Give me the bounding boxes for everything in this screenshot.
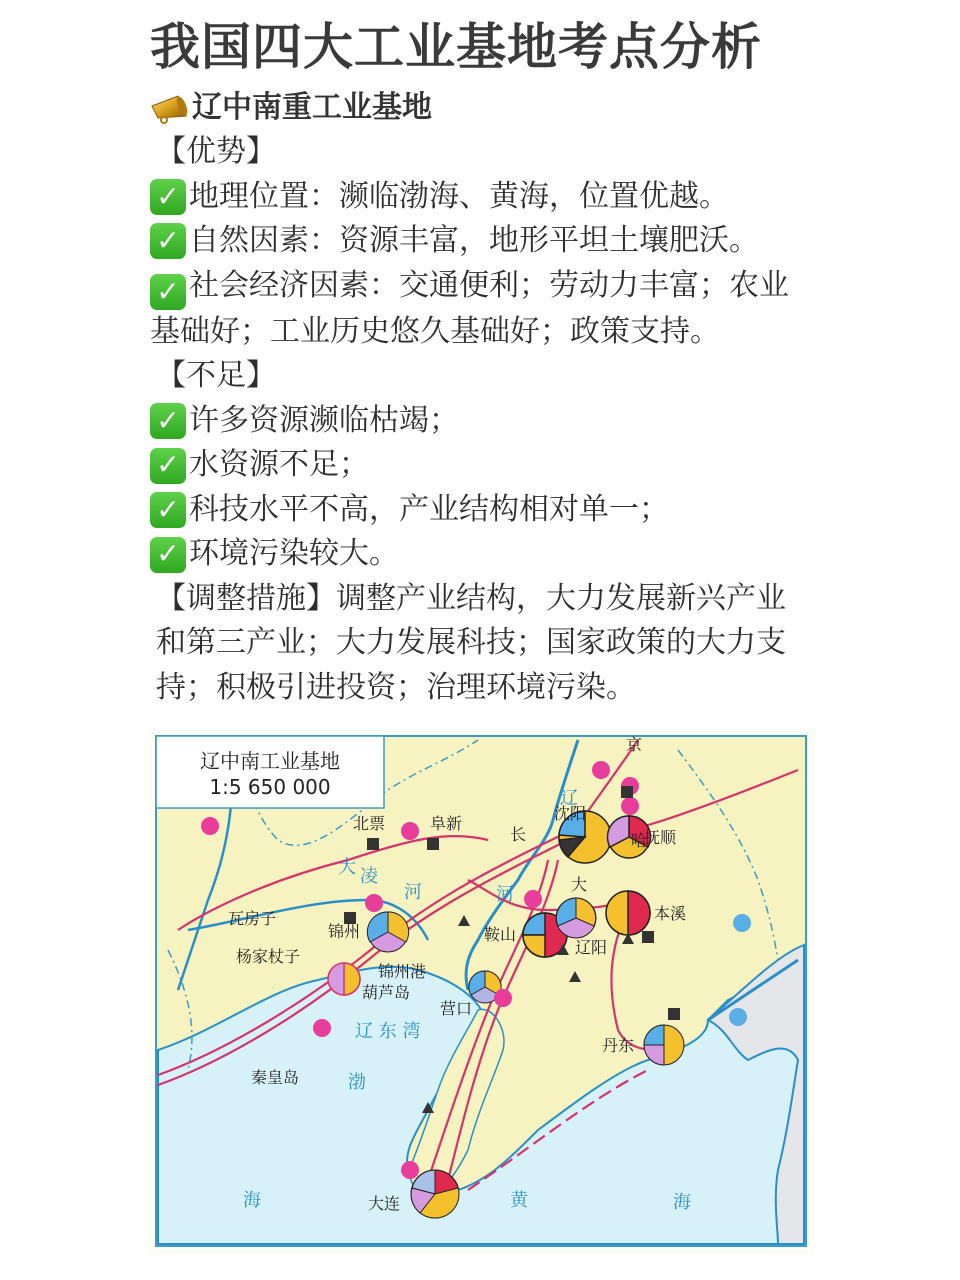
svg-text:哈: 哈	[631, 831, 648, 850]
pie-liaoyang	[556, 898, 596, 938]
map-scale: 1:5 650 000	[209, 775, 331, 799]
svg-text:大: 大	[338, 857, 356, 878]
check-icon: ✓	[150, 537, 186, 573]
svg-text:黄: 黄	[510, 1190, 528, 1211]
svg-text:辽阳: 辽阳	[575, 938, 608, 957]
svg-text:大: 大	[571, 875, 588, 894]
svg-text:北票: 北票	[353, 814, 386, 833]
measures-heading: 【调整措施】	[156, 580, 336, 616]
svg-text:凌: 凌	[360, 866, 378, 887]
svg-text:长: 长	[510, 825, 527, 844]
svg-text:海: 海	[673, 1192, 691, 1213]
svg-text:河: 河	[496, 884, 514, 905]
svg-text:海: 海	[243, 1190, 261, 1211]
svg-text:锦州: 锦州	[328, 922, 361, 941]
svg-text:鞍山: 鞍山	[484, 925, 517, 944]
page-title: 我国四大工业基地考点分析	[150, 18, 762, 76]
advantage-item: ✓ 社会经济因素：交通便利；劳动力丰富；农业基础好；工业历史悠久基础好；政策支持。	[150, 267, 789, 349]
weaknesses-heading: 【不足】	[156, 358, 276, 394]
map-title: 辽中南工业基地	[200, 749, 340, 773]
section-subtitle	[150, 86, 432, 130]
check-icon: ✓	[150, 448, 186, 484]
weakness-item: ✓ 水资源不足；	[150, 443, 810, 488]
check-icon: ✓	[150, 223, 186, 259]
svg-text:辽 东 湾: 辽 东 湾	[355, 1021, 421, 1042]
svg-text:京: 京	[626, 735, 643, 754]
svg-text:丹东: 丹东	[602, 1036, 635, 1055]
subtitle-text: 辽中南重工业基地	[192, 90, 432, 125]
check-icon: ✓	[150, 403, 186, 439]
check-icon: ✓	[150, 492, 186, 528]
svg-text:瓦房子: 瓦房子	[228, 909, 277, 928]
weakness-item: ✓ 环境污染较大。	[150, 532, 810, 577]
pie-dalian	[411, 1170, 459, 1218]
measures-paragraph	[150, 577, 810, 711]
advantage-item: ✓ 地理位置：濒临渤海、黄海，位置优越。	[150, 175, 810, 220]
check-icon: ✓	[150, 274, 186, 310]
liaozhongnan-map	[148, 730, 814, 1255]
svg-text:杨家杖子: 杨家杖子	[236, 947, 301, 966]
megaphone-icon	[150, 92, 188, 124]
svg-text:锦州港: 锦州港	[378, 962, 427, 981]
svg-text:葫芦岛: 葫芦岛	[362, 983, 411, 1002]
advantages-heading: 【优势】	[156, 134, 276, 169]
svg-text:营口: 营口	[440, 999, 473, 1018]
hydro-power-icon	[733, 914, 751, 932]
pie-jinzhou	[367, 912, 408, 952]
measures-text: 调整产业结构，大力发展新兴产业和第三产业；大力发展科技；国家政策的大力支持；积极引进投资；治理环境污染。	[156, 580, 786, 705]
content-body	[150, 130, 810, 710]
advantage-item: ✓ 自然因素：资源丰富，地形平坦土壤肥沃。	[150, 219, 810, 264]
weakness-item: ✓ 许多资源濒临枯竭；	[150, 399, 810, 444]
pie-huludao	[328, 963, 360, 995]
svg-text:渤: 渤	[348, 1072, 366, 1093]
svg-text:秦皇岛: 秦皇岛	[251, 1068, 300, 1087]
pie-benxi	[606, 891, 650, 935]
svg-text:本溪: 本溪	[654, 904, 687, 923]
svg-text:沈阳: 沈阳	[554, 804, 587, 823]
pie-dandong	[644, 1025, 684, 1065]
check-icon: ✓	[150, 179, 186, 215]
svg-text:大连: 大连	[368, 1194, 401, 1213]
svg-text:抚顺: 抚顺	[644, 828, 677, 847]
hydro-power-icon	[729, 1008, 747, 1026]
weakness-item: ✓ 科技水平不高，产业结构相对单一；	[150, 488, 810, 533]
svg-text:阜新: 阜新	[430, 814, 463, 833]
svg-text:辽: 辽	[560, 788, 578, 809]
svg-text:河: 河	[404, 882, 422, 903]
